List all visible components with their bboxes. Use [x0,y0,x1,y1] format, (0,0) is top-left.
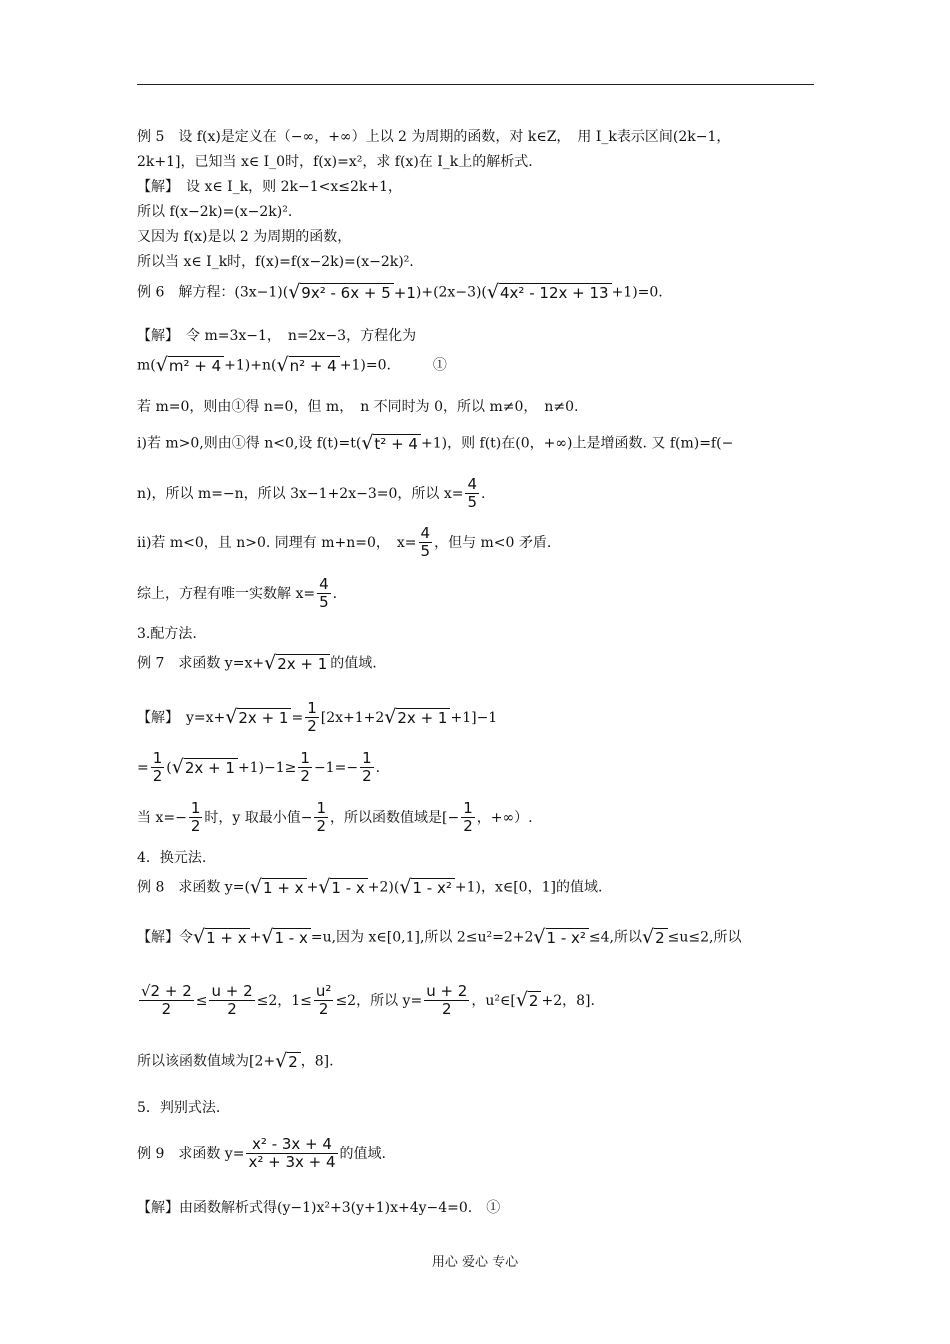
fraction-numerator: 4 [467,475,478,493]
sqrt-expression: √9x² - 6x + 5 +1 [288,281,416,303]
text-fragment: 综上，方程有唯一实数解 x= [137,585,316,602]
fraction [465,476,479,512]
radicand: 2 [528,991,542,1010]
header-rule [137,84,814,85]
sqrt-expression: √2x + 1 [264,652,330,675]
fraction-denominator: 2 [441,1000,452,1019]
text-fragment: +2，8]. [541,992,595,1009]
sqrt-expression: √1 - x [261,926,310,949]
text-fragment: +1)=0. ① [339,357,447,374]
text-fragment: 例 9 求函数 y= [137,1145,245,1162]
fraction [246,1136,337,1172]
fraction-denominator: 5 [467,493,478,512]
fraction-denominator: 2 [152,767,163,786]
radicand: 1 - x² [546,928,589,947]
fraction-denominator: 2 [190,817,201,836]
text-fragment: 时，y 取最小值− [204,809,313,826]
radicand: 9x² - 6x + 5 [300,283,393,302]
ex8-solution-line1 [137,926,742,949]
text-fragment: ⅱ)若 m<0，且 n>0. 同理有 m+n=0， x= [137,534,417,551]
fraction-denominator: 2 [300,767,310,786]
ex5-problem-line1: 例 5 设 f(x)是定义在（−∞，+∞）上以 2 为周期的函数，对 k∈Z， 用 I_k表示区间(2k−1， [137,129,731,145]
ex6-solution-line3: 若 m=0，则由①得 n=0，但 m， n 不同时为 0，所以 m≠0， n≠0. [137,399,579,415]
radicand: 1 + x [262,878,307,897]
fraction-denominator: 5 [319,593,329,612]
text-fragment: ≤ [195,992,208,1009]
ex6-solution-line4 [137,432,733,455]
fraction [419,525,433,561]
fraction-numerator: 1 [152,749,163,767]
text-fragment: ，+∞）. [476,809,533,826]
fraction-denominator: 2 [362,767,372,786]
text-fragment: 的值域. [339,1145,386,1162]
fraction-denominator: 5 [420,542,431,561]
radicand: n² + 4 [289,356,340,375]
radicand: 2 [654,928,668,947]
text-fragment: +1)−1≥ [237,759,297,776]
text-fragment: =u,因为 x∈[0,1],所以 2≤u²=2+2 [310,929,534,946]
ex5-problem-line2: 2k+1]，已知当 x∈ I_0时，f(x)=x²，求 f(x)在 I_k上的解析式. [137,154,533,170]
section-3-heading: 3.配方法. [137,626,197,642]
sqrt-expression: √2x + 1 [172,756,238,779]
text-fragment: n)，所以 m=−n，所以 3x−1+2x−3=0，所以 x= [137,485,464,502]
sqrt-expression: √1 - x [318,876,367,899]
ex9-problem [137,1136,386,1172]
ex5-solution-line4: 所以当 x∈ I_k时，f(x)=f(x−2k)=(x−2k)². [137,254,414,270]
ex5-solution-line3: 又因为 f(x)是以 2 为周期的函数， [137,229,352,245]
ex6-problem-text-a: 例 6 解方程：(3x−1)( [137,284,289,301]
ex6-solution-line2 [137,354,447,377]
text-fragment: ，所以函数值域是[− [330,809,460,826]
radicand: m² + 4 [168,356,224,375]
fraction-numerator: u + 2 [211,982,253,1000]
radicand: 2x + 1 [276,654,330,673]
radicand: 1 - x [273,928,310,947]
fraction [314,800,328,836]
text-fragment: +1]−1 [450,709,498,726]
page-footer: 用心 爱心 专心 [431,1255,519,1270]
fraction-numerator: u² [315,982,332,1000]
sqrt-expression: √2x + 1 [384,706,450,729]
sqrt-expression: √2 [516,989,542,1012]
sqrt-expression: √m² + 4 [156,354,224,377]
fraction [305,700,319,736]
ex5-solution-line1: 【解】 设 x∈ I_k，则 2k−1<x≤2k+1， [137,179,403,195]
fraction [360,750,374,786]
text-fragment: ≤2，1≤ [256,992,312,1009]
fraction-numerator: 1 [300,749,310,767]
text-fragment: +1)，x∈[0，1]的值域. [454,879,603,896]
text-fragment: m( [137,357,156,374]
text-fragment: −1=− [313,759,359,776]
fraction [151,750,165,786]
text-fragment: +2)( [367,879,400,896]
radicand: 2x + 1 [184,758,238,777]
fraction-numerator: 1 [190,799,201,817]
text-fragment: ( [166,759,172,776]
text-fragment: 例 8 求函数 y=( [137,879,250,896]
fraction-numerator: 1 [316,799,326,817]
radicand: t² + 4 [373,434,421,453]
fraction-denominator: 2 [161,1000,172,1019]
radicand: 1 + x [205,928,250,947]
ex7-solution-line2 [137,750,380,786]
ex6-conclusion: 综上，方程有唯一实数解 x= $\frac{4}{5}$ . [137,575,338,612]
ex6-problem [137,281,663,304]
text-fragment: ⅰ)若 m>0,则由①得 n<0,设 f(t)=t( [137,435,362,452]
fraction [298,750,312,786]
radicand: 2 [287,1052,301,1071]
fraction [317,576,331,612]
fraction-denominator: x² + 3x + 4 [248,1153,336,1172]
text-fragment: = [291,709,304,726]
ex7-solution-line3 [137,800,533,836]
sqrt-expression: √1 + x [193,926,250,949]
fraction [314,983,334,1019]
ex8-problem [137,876,602,899]
fraction [139,983,194,1019]
fraction [461,800,475,836]
sqrt-expression: √2 [642,926,668,949]
fraction-numerator: u + 2 [426,982,468,1000]
section-5-heading: 5．判别式法. [137,1100,221,1116]
fraction-numerator: √2 + 2 [141,982,192,1000]
ex8-solution-line2 [137,983,595,1019]
text-fragment: ≤2，所以 y= [335,992,423,1009]
text-fragment: 的值域. [330,655,377,672]
sqrt-expression: √1 + x [250,876,307,899]
fraction-denominator: 2 [227,1000,237,1019]
text-fragment: 当 x=− [137,809,187,826]
text-fragment: ，u²∈[ [471,992,516,1009]
text-fragment: ≤u≤2,所以 [667,929,742,946]
text-fragment: 例 7 求函数 y=x+ [137,655,265,672]
fraction-denominator: 2 [307,717,317,736]
ex5-solution-line2: 所以 f(x−2k)=(x−2k)². [137,204,293,220]
radicand: 1 - x² [411,878,454,897]
sqrt-expression: √n² + 4 [276,354,339,377]
fraction [424,983,469,1019]
fraction-numerator: 4 [420,524,431,542]
fraction-numerator: 1 [463,799,473,817]
text-fragment: +1)+n( [224,357,277,374]
fraction-numerator: x² - 3x + 4 [246,1136,337,1154]
ex6-problem-text-b: )+(2x−3)( [415,284,487,301]
text-fragment: 所以该函数值域为[2+ [137,1053,276,1070]
text-fragment: [2x+1+2 [320,709,385,726]
radicand: 1 - x [330,878,367,897]
fraction-numerator: 4 [319,575,329,593]
section-4-heading: 4．换元法. [137,850,207,866]
fraction-numerator: 1 [362,749,372,767]
ex6-solution-line6 [137,525,551,561]
radicand: 2x + 1 [396,708,450,727]
ex6-solution-line5: n)，所以 m=−n，所以 3x−1+2x−3=0，所以 x= $\frac{4}{5}$ . [137,475,486,512]
fraction-denominator: 2 [316,817,326,836]
fraction-denominator: 2 [318,1000,329,1019]
ex6-solution-line1: 【解】 令 m=3x−1， n=2x−3，方程化为 [137,328,417,344]
fraction-numerator: 1 [307,699,317,717]
text-fragment: ，但与 m<0 矛盾. [434,534,552,551]
ex8-conclusion [137,1050,334,1073]
text-fragment: + [306,879,319,896]
plus-one: +1 [393,284,416,302]
fraction-denominator: 2 [463,817,473,836]
sqrt-expression: √2 [275,1050,301,1073]
text-fragment: ≤4,所以 [588,929,642,946]
ex7-problem [137,652,377,675]
sqrt-expression: √2x + 1 [225,706,291,729]
ex9-solution-line1: 【解】由函数解析式得(y−1)x²+3(y+1)x+4y−4=0. ① [137,1200,501,1216]
fraction [189,800,203,836]
text-fragment: + [249,929,262,946]
fraction [209,983,254,1019]
sqrt-expression: √1 - x² [399,876,455,899]
text-fragment: . [375,759,381,776]
sqrt-expression: √1 - x² [533,926,589,949]
text-fragment: 【解】令 [137,929,193,946]
text-fragment: ，8]. [300,1053,334,1070]
ex7-solution-line1 [137,700,497,736]
text-fragment: +1)，则 f(t)在(0，+∞)上是增函数. 又 f(m)=f(− [420,435,734,452]
radicand: 4x² - 12x + 13 [499,283,612,302]
text-fragment: 【解】 y=x+ [137,709,226,726]
sqrt-expression: √4x² - 12x + 13 [487,281,612,304]
radicand: 2x + 1 [237,708,291,727]
text-fragment: = [137,759,149,776]
sqrt-expression: √t² + 4 [361,432,421,455]
ex6-problem-text-c: +1)=0. [611,284,663,301]
